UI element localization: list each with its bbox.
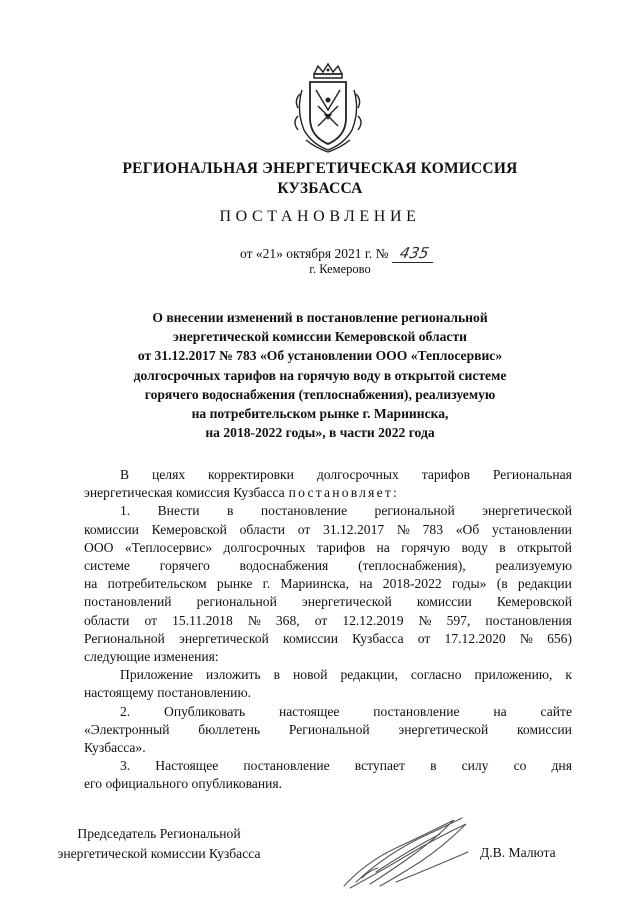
- title-line: от 31.12.2017 № 783 «Об установлении ООО «Теплосервис»: [137, 348, 503, 364]
- body-line: 1. Внести в постановление региональной энергетической: [120, 503, 572, 519]
- title-line: О внесении изменений в постановление региональной: [152, 310, 488, 325]
- document-date: от «21» октября 2021 г. №: [240, 246, 389, 261]
- document-number: 435: [392, 244, 437, 263]
- body-line: системе горячего водоснабжения (теплоснабжения), реализуемую: [84, 558, 572, 574]
- body-line: Приложение изложить в новой редакции, согласно приложению, к: [120, 667, 572, 683]
- coat-of-arms-emblem: [292, 60, 364, 154]
- organization-name-line1: РЕГИОНАЛЬНАЯ ЭНЕРГЕТИЧЕСКАЯ КОМИССИЯ: [122, 160, 518, 177]
- date-line: [240, 244, 435, 263]
- city: г. Кемерово: [309, 262, 371, 276]
- body-line: 2. Опубликовать настоящее постановление на сайте: [120, 703, 572, 719]
- body-line: «Электронный бюллетень Региональной энергетической комиссии: [84, 721, 572, 737]
- document-body: [84, 466, 572, 794]
- body-line: Кузбасса».: [84, 740, 146, 756]
- body-line: постановлений региональной энергетической комиссии Кемеровской: [84, 594, 572, 610]
- body-line: на потребительском рынке г. Мариинска, на 2018-2022 годы» (в редакции: [84, 576, 572, 592]
- handwritten-signature: [336, 812, 486, 892]
- body-line: его официального опубликования.: [84, 776, 283, 792]
- title-line: энергетической комиссии Кемеровской области: [173, 329, 467, 345]
- organization-name-line2: КУЗБАССА: [277, 180, 363, 197]
- title-line: долгосрочных тарифов на горячую воду в открытой системе: [133, 367, 507, 383]
- body-line: настоящему постановлению.: [84, 685, 252, 701]
- signatory-title: [0, 824, 300, 864]
- body-line: Региональной энергетической комиссии Кузбасса от 17.12.2020 № 656): [84, 630, 572, 646]
- title-line: горячего водоснабжения (теплоснабжения), реализуемую: [144, 386, 496, 402]
- body-line: следующие изменения:: [84, 649, 219, 665]
- signatory-title-line: энергетической комиссии Кузбасса: [57, 846, 261, 861]
- body-line: комиссии Кемеровской области от 31.12.2017 № 783 «Об установлении: [84, 521, 572, 537]
- body-line: ООО «Теплосервис» долгосрочных тарифов на горячую воду в открытой: [84, 539, 572, 555]
- title-line: на 2018-2022 годы», в части 2022 года: [205, 425, 435, 441]
- body-line: В целях корректировки долгосрочных тарифов Региональная: [120, 467, 572, 482]
- document-type: ПОСТАНОВЛЕНИЕ: [219, 208, 421, 225]
- body-line: области от 15.11.2018 № 368, от 12.12.2019 № 597, постановления: [84, 612, 572, 628]
- signatory-name: Д.В. Малюта: [480, 845, 556, 860]
- title-line: на потребительском рынке г. Мариинска,: [191, 406, 449, 422]
- body-line: 3. Настоящее постановление вступает в силу со дня: [120, 758, 572, 774]
- signatory-title-line: Председатель Региональной: [77, 826, 241, 841]
- body-line: энергетическая комиссия Кузбасса постановляет:: [84, 485, 399, 501]
- document-title: [80, 308, 560, 442]
